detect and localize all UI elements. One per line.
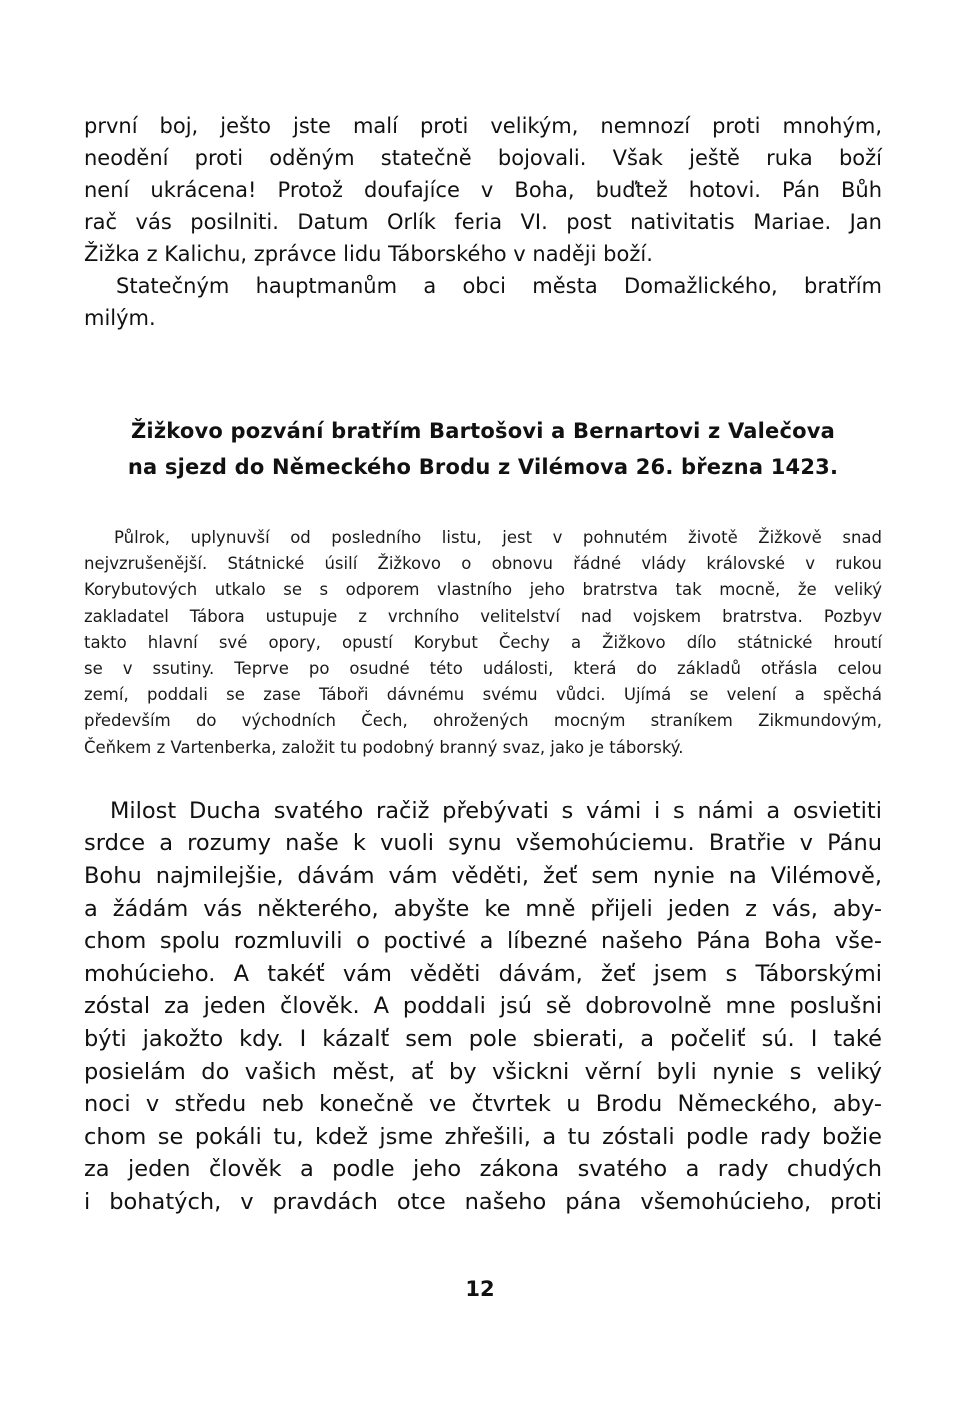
letter-line: Bohu najmilejšie, dávám vám věděti, žeť sem nynie na Vilémově, — [84, 863, 882, 890]
section-heading — [84, 413, 882, 485]
heading-line: Žižkovo pozvání bratřím Bartošovi a Bernartovi z Valečova — [131, 419, 835, 443]
intro-line: zakladatel Tábora ustupuje z vrchního velitelství nad vojskem bratrstva. Pozbyv — [84, 606, 882, 626]
intro-line: nejvzrušenější. Státnické úsilí Žižkovo o obnovu řádné vlády královské v rukou — [84, 554, 882, 574]
text-line: první boj, ješto jste malí proti velikým, nemnozí proti mnohým, — [84, 114, 882, 138]
text-line: Žižka z Kalichu, zprávce lidu Táborského v naději boží. — [84, 242, 653, 266]
letter-line: býti jakožto kdy. I kázalť sem pole sbierati, a počeliť sú. I také — [84, 1025, 882, 1052]
intro-line: se v ssutiny. Teprve po osudné této události, která do základů otřásla celou — [84, 659, 882, 679]
letter-line: chom spolu rozmluvili o poctivé a líbezné našeho Pána Boha vše- — [84, 928, 882, 955]
address-line: Statečným hauptmanům a obci města Domažlického, bratřím — [116, 274, 882, 298]
letter-line: srdce a rozumy naše k vuoli synu všemohúciemu. Bratřie v Pánu — [84, 830, 882, 857]
text-line: není ukrácena! Protož doufajíce v Boha, buďtež hotovi. Pán Bůh — [84, 178, 882, 202]
intro-line: takto hlavní své opory, opustí Korybut Čechy a Žižkovo dílo státnické hroutí — [84, 632, 882, 652]
intro-line: zemí, poddali se zase Táboři dávnému svému vůdci. Ujímá se velení a spěchá — [84, 685, 882, 705]
page-number: 12 — [465, 1277, 495, 1301]
document-page — [84, 110, 882, 1219]
heading-line: na sjezd do Německého Brodu z Vilémova 26. března 1423. — [127, 455, 839, 479]
text-line: rač vás posilniti. Datum Orlík feria VI. post nativitatis Mariae. Jan — [84, 210, 882, 234]
letter-closing-paragraph — [84, 110, 882, 334]
letter-line: za jeden člověk a podle jeho zákona svatého a rady chudých — [84, 1156, 882, 1183]
intro-line: Čeňkem z Vartenberka, založit tu podobný branný svaz, jako je táborský. — [84, 737, 684, 757]
letter-line: noci v středu neb konečně ve čtvrtek u Brodu Německého, aby- — [84, 1091, 882, 1118]
intro-line: především do východních Čech, ohrožených mocným straníkem Zikmundovým, — [84, 711, 882, 731]
text-line: neodění proti oděným statečně bojovali. Však ještě ruka boží — [84, 146, 882, 170]
letter-line: chom se pokáli tu, kdež jsme zhřešili, a tu zóstali podle rady božie — [84, 1123, 882, 1150]
letter-body — [84, 795, 882, 1219]
intro-paragraph — [84, 525, 882, 761]
address-line: milým. — [84, 306, 156, 330]
intro-line: Půlrok, uplynuvší od posledního listu, jest v pohnutém životě Žižkově snad — [114, 528, 882, 547]
letter-line: posielám do vašich měst, ať by všickni věrní byli nynie s veliký — [84, 1058, 882, 1085]
letter-line: Milost Ducha svatého račiž přebývati s vámi i s námi a osvietiti — [110, 797, 882, 824]
intro-line: Korybutových utkalo se s odporem vlastního jeho bratrstva tak mocně, že veliký — [84, 580, 882, 600]
letter-line: a žádám vás některého, abyšte ke mně přijeli jeden z vás, aby- — [84, 895, 882, 922]
letter-line: mohúcieho. A takéť vám věděti dávám, žeť jsem s Táborskými — [84, 960, 882, 987]
letter-line: zóstal za jeden člověk. A poddali jsú sě dobrovolně mne poslušni — [84, 993, 882, 1020]
letter-line: i bohatých, v pravdách otce našeho pána všemohúcieho, proti — [84, 1188, 882, 1215]
